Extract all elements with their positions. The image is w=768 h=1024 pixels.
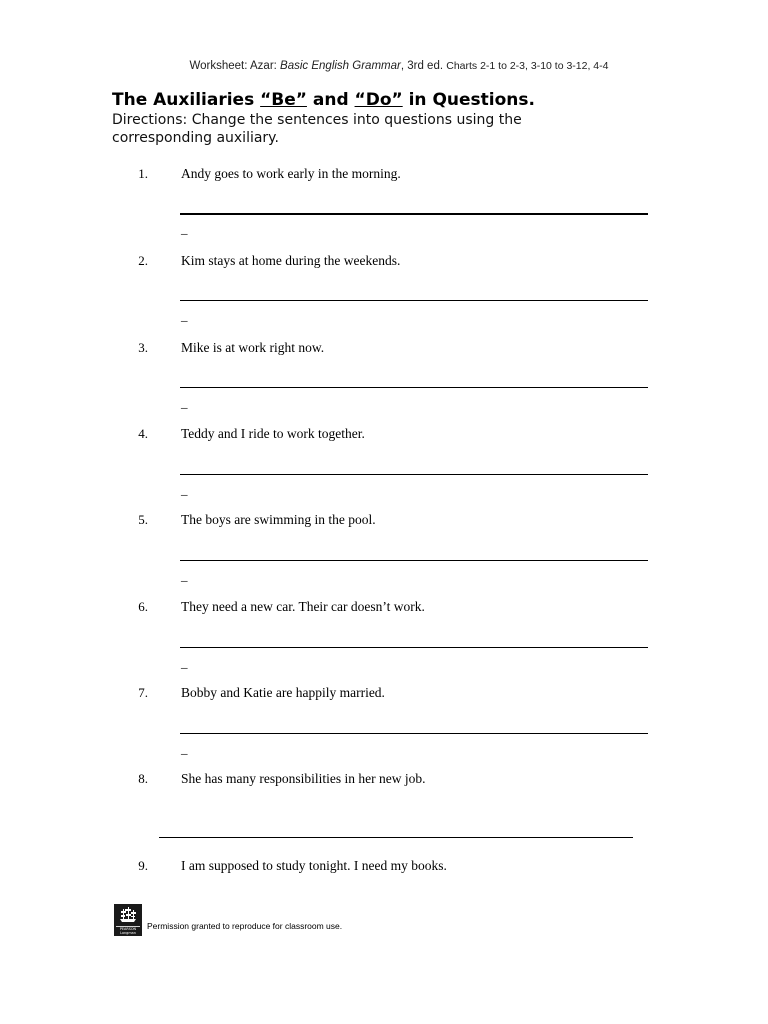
item-number: 9. [138, 858, 148, 873]
answer-line[interactable] [180, 387, 648, 388]
header-charts: Charts 2-1 to 2-3, 3-10 to 3-12, 4-4 [446, 60, 609, 72]
permission-note: Permission granted to reproduce for classroom use. [147, 921, 343, 931]
header-edition: , 3rd ed. [400, 60, 447, 72]
item-sentence: The boys are swimming in the pool. [181, 512, 376, 527]
pearson-longman-logo [114, 904, 142, 936]
logo-text: PEARSON Longman [119, 927, 137, 935]
directions: Directions: Change the sentences into questions using the corresponding auxiliary. [112, 112, 522, 146]
page-title [112, 90, 535, 110]
title-be: “Be” [260, 90, 307, 110]
title-part2: in Questions. [402, 90, 535, 110]
item-number: 6. [138, 599, 148, 614]
item-number: 5. [138, 512, 148, 527]
answer-dash: _ [181, 482, 188, 497]
answer-line[interactable] [180, 647, 648, 648]
answer-dash: _ [181, 395, 188, 410]
item-sentence: Teddy and I ride to work together. [181, 426, 365, 441]
worksheet-header [0, 60, 768, 72]
answer-line[interactable] [180, 300, 648, 301]
item-number: 7. [138, 685, 148, 700]
item-number: 8. [138, 771, 148, 786]
item-number: 1. [138, 166, 148, 181]
answer-dash: _ [181, 568, 188, 583]
answer-line[interactable] [180, 474, 648, 475]
item-sentence: Mike is at work right now. [181, 340, 325, 355]
answer-line[interactable] [180, 213, 648, 215]
footer [114, 904, 514, 936]
answer-line[interactable] [180, 733, 648, 734]
item-sentence: Kim stays at home during the weekends. [181, 253, 401, 268]
item-number: 4. [138, 426, 148, 441]
item-number: 3. [138, 340, 148, 355]
answer-line[interactable] [180, 560, 648, 561]
item-number: 2. [138, 253, 148, 268]
title-and: and [306, 90, 355, 110]
answer-line[interactable] [159, 837, 633, 838]
item-sentence: They need a new car. Their car doesn’t work. [181, 599, 425, 614]
answer-dash: _ [181, 308, 188, 323]
title-part1: The Auxiliaries [112, 90, 261, 110]
item-sentence: I am supposed to study tonight. I need my books. [181, 858, 447, 873]
header-book-title: Basic English Grammar [280, 60, 401, 72]
item-sentence: Bobby and Katie are happily married. [181, 685, 385, 700]
answer-dash: _ [181, 221, 188, 236]
item-sentence: Andy goes to work early in the morning. [181, 166, 401, 181]
answer-dash: _ [181, 655, 188, 670]
title-do: “Do” [354, 90, 403, 110]
item-sentence: She has many responsibilities in her new job. [181, 771, 426, 786]
header-prefix: Worksheet: Azar: [189, 60, 281, 72]
answer-dash: _ [181, 741, 188, 756]
